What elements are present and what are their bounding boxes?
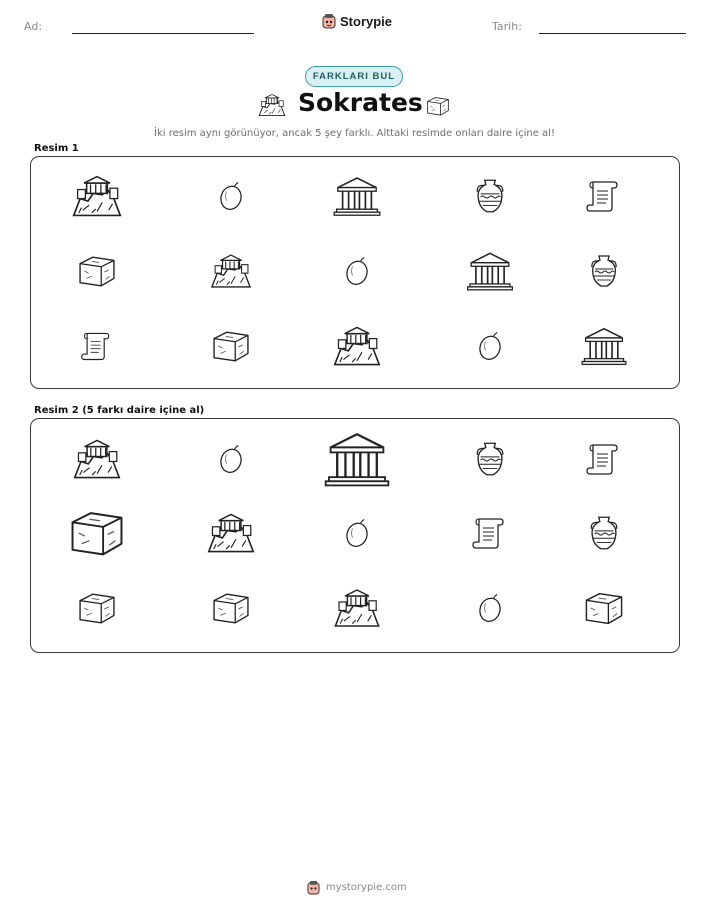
olive-icon[interactable]	[213, 174, 249, 218]
stone-block-icon[interactable]	[75, 590, 119, 626]
temple-icon[interactable]	[333, 174, 381, 218]
olive-icon[interactable]	[339, 511, 375, 555]
stone-block-icon[interactable]	[66, 507, 128, 559]
acropolis-icon[interactable]	[333, 587, 381, 629]
temple-icon[interactable]	[466, 251, 514, 291]
olive-icon[interactable]	[472, 324, 508, 368]
acropolis-icon[interactable]	[72, 438, 122, 480]
stone-block-icon	[424, 95, 452, 117]
footer	[307, 880, 407, 895]
instructions-text: İki resim aynı görünüyor, ancak 5 şey farklı. Alttaki resimde onları daire içine al!	[154, 128, 555, 139]
scroll-icon[interactable]	[584, 437, 624, 481]
acropolis-icon[interactable]	[71, 174, 123, 218]
stone-block-icon[interactable]	[209, 590, 253, 626]
amphora-icon[interactable]	[584, 246, 624, 296]
storypie-mascot-icon	[307, 880, 320, 895]
worksheet-title: Sokrates	[298, 88, 423, 117]
scroll-icon[interactable]	[584, 174, 624, 218]
stone-block-icon[interactable]	[209, 328, 253, 364]
amphora-icon[interactable]	[469, 434, 511, 484]
temple-icon[interactable]	[581, 326, 627, 366]
olive-icon[interactable]	[339, 249, 375, 293]
date-label: Tarih:	[492, 20, 522, 33]
amphora-icon[interactable]	[469, 172, 511, 220]
scroll-icon[interactable]	[79, 324, 115, 368]
olive-icon[interactable]	[472, 586, 508, 630]
amphora-icon[interactable]	[583, 508, 625, 558]
date-line[interactable]	[539, 33, 686, 34]
acropolis-icon	[257, 93, 287, 117]
picture2-label: Resim 2 (5 farkı daire içine al)	[34, 405, 205, 416]
scroll-icon[interactable]	[470, 511, 510, 555]
stone-block-icon[interactable]	[74, 253, 120, 289]
acropolis-icon[interactable]	[206, 253, 256, 289]
name-line[interactable]	[72, 33, 254, 34]
footer-site[interactable]: mystorypie.com	[326, 882, 407, 893]
temple-icon[interactable]	[324, 429, 390, 489]
picture1-label: Resim 1	[34, 143, 79, 154]
brand-logo	[322, 13, 392, 29]
acropolis-icon[interactable]	[332, 325, 382, 367]
stone-block-icon[interactable]	[582, 589, 626, 627]
storypie-mascot-icon	[322, 13, 336, 29]
name-label: Ad:	[24, 20, 43, 33]
brand-name: Storypie	[340, 13, 393, 29]
worksheet-badge: FARKLARI BUL	[305, 66, 403, 87]
olive-icon[interactable]	[213, 437, 249, 481]
acropolis-icon[interactable]	[206, 512, 256, 554]
